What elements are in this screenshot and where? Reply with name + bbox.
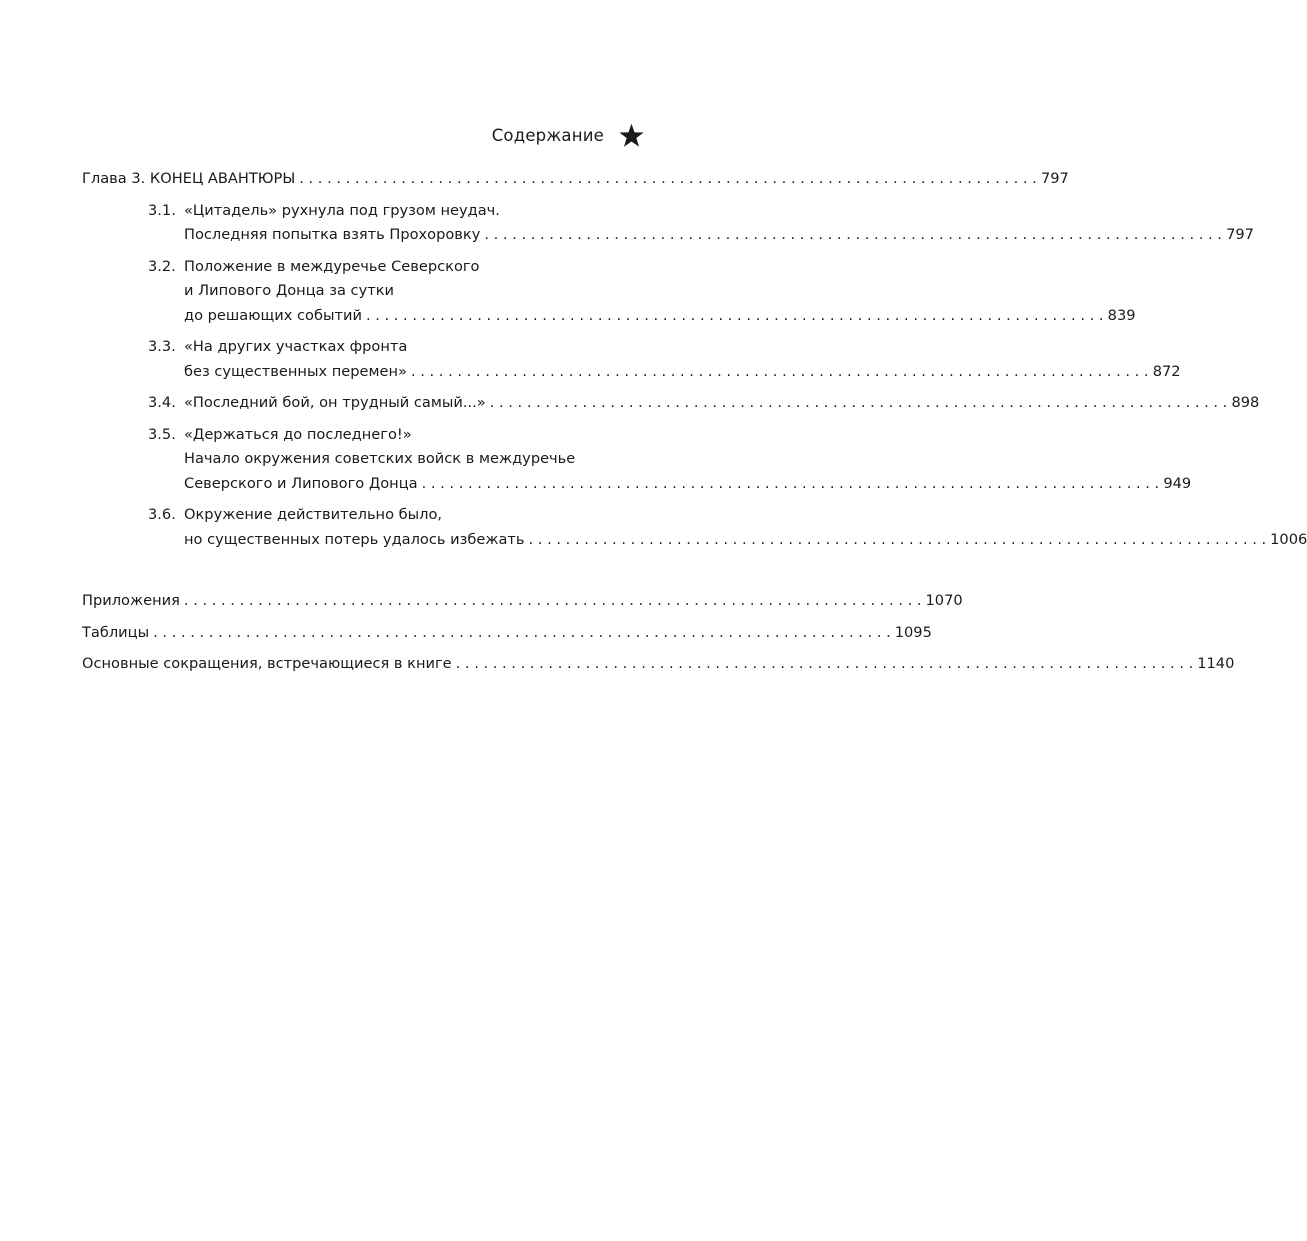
toc-section-line: «Держаться до последнего!»: [184, 425, 412, 443]
leader-dots: . . . . . . . . . . . . . . . . . . . . . . . . . . . . . . . . . . . . . . . . . . . . . . . . . . . . . . . . . . . . . . . . . . . . . . . . . . . . . . . .: [455, 655, 1194, 672]
toc-section-number: 3.3.: [148, 338, 176, 355]
toc-section-entry[interactable]: [82, 503, 1307, 552]
toc-chapter-entry[interactable]: [82, 167, 1069, 192]
toc-section-number: 3.5.: [148, 425, 176, 443]
leader-dots: . . . . . . . . . . . . . . . . . . . . . . . . . . . . . . . . . . . . . . . . . . . . . . . . . . . . . . . . . . . . . . . . . . . . . . . . . . . . . . . .: [421, 474, 1160, 492]
toc-page-number: 1095: [894, 623, 932, 641]
toc-section-number: 3.2.: [148, 257, 176, 275]
leader-dots: . . . . . . . . . . . . . . . . . . . . . . . . . . . . . . . . . . . . . . . . . . . . . . . . . . . . . . . . . . . . . . . . . . . . . . . . . . . . . . . .: [528, 530, 1267, 548]
toc-section-entry[interactable]: [82, 391, 1260, 416]
toc-section-line: «Последний бой, он трудный самый...»: [184, 394, 486, 411]
toc-section-line: Положение в междуречье Северского: [184, 257, 480, 275]
toc-section-line: Начало окружения советских войск в междуречье: [184, 450, 576, 467]
toc-appendix-entry[interactable]: [82, 652, 1235, 677]
toc-section-line: до решающих событий: [184, 306, 362, 324]
toc-appendix-label: Таблицы: [82, 623, 150, 641]
toc-section-line: «На других участках фронта: [184, 338, 408, 355]
leader-dots: . . . . . . . . . . . . . . . . . . . . . . . . . . . . . . . . . . . . . . . . . . . . . . . . . . . . . . . . . . . . . . . . . . . . . . . . . . . . . . . .: [410, 362, 1149, 380]
leader-dots: . . . . . . . . . . . . . . . . . . . . . . . . . . . . . . . . . . . . . . . . . . . . . . . . . . . . . . . . . . . . . . . . . . . . . . . . . . . . . . . .: [489, 394, 1228, 411]
toc-chapter-label: Глава 3. КОНЕЦ АВАНТЮРЫ: [82, 170, 296, 187]
leader-dots: . . . . . . . . . . . . . . . . . . . . . . . . . . . . . . . . . . . . . . . . . . . . . . . . . . . . . . . . . . . . . . . . . . . . . . . . . . . . . . . .: [299, 170, 1037, 187]
table-of-contents: [82, 167, 1307, 677]
toc-appendix-label: Приложения: [82, 592, 180, 609]
toc-page-number: 872: [1152, 362, 1181, 380]
toc-section-entry[interactable]: [82, 255, 1136, 329]
toc-page-number: 797: [1040, 170, 1069, 187]
toc-page-number: 1006: [1270, 530, 1307, 548]
running-head: [0, 118, 645, 152]
toc-section-line: Северского и Липового Донца: [184, 474, 418, 492]
leader-dots: . . . . . . . . . . . . . . . . . . . . . . . . . . . . . . . . . . . . . . . . . . . . . . . . . . . . . . . . . . . . . . . . . . . . . . . . . . . . . . . .: [153, 623, 891, 641]
toc-appendix-entry[interactable]: [82, 621, 932, 646]
toc-section-number: 3.4.: [148, 394, 176, 411]
leader-dots: . . . . . . . . . . . . . . . . . . . . . . . . . . . . . . . . . . . . . . . . . . . . . . . . . . . . . . . . . . . . . . . . . . . . . . . . . . . . . . . .: [484, 226, 1222, 243]
leader-dots: . . . . . . . . . . . . . . . . . . . . . . . . . . . . . . . . . . . . . . . . . . . . . . . . . . . . . . . . . . . . . . . . . . . . . . . . . . . . . . . .: [183, 592, 922, 609]
toc-section-line: «Цитадель» рухнула под грузом неудач.: [184, 201, 500, 219]
toc-page-number: 1140: [1197, 655, 1235, 672]
running-head-title: Содержание: [491, 125, 604, 145]
star-icon: [618, 122, 645, 149]
toc-section-line: и Липового Донца за сутки: [184, 282, 395, 299]
toc-section-number: 3.6.: [148, 506, 176, 523]
toc-section-line: без существенных перемен»: [184, 362, 407, 380]
toc-section-number: 3.1.: [148, 201, 176, 219]
toc-section-line: но существенных потерь удалось избежать: [184, 530, 525, 548]
toc-page-number: 949: [1163, 474, 1192, 492]
toc-section-entry[interactable]: [82, 335, 1181, 384]
toc-section-line: Последняя попытка взять Прохоровку: [184, 226, 481, 243]
leader-dots: . . . . . . . . . . . . . . . . . . . . . . . . . . . . . . . . . . . . . . . . . . . . . . . . . . . . . . . . . . . . . . . . . . . . . . . . . . . . . . . .: [365, 306, 1104, 324]
toc-page-number: 898: [1231, 394, 1260, 411]
toc-appendix-label: Основные сокращения, встречающиеся в книге: [82, 655, 452, 672]
toc-section-line: Окружение действительно было,: [184, 506, 443, 523]
toc-page-number: 839: [1107, 306, 1136, 324]
toc-section-entry[interactable]: [82, 199, 1254, 248]
toc-section-entry[interactable]: [82, 423, 1192, 497]
toc-appendix-entry[interactable]: [82, 589, 963, 614]
toc-page-number: 1070: [925, 592, 963, 609]
toc-page-number: 797: [1226, 226, 1254, 243]
